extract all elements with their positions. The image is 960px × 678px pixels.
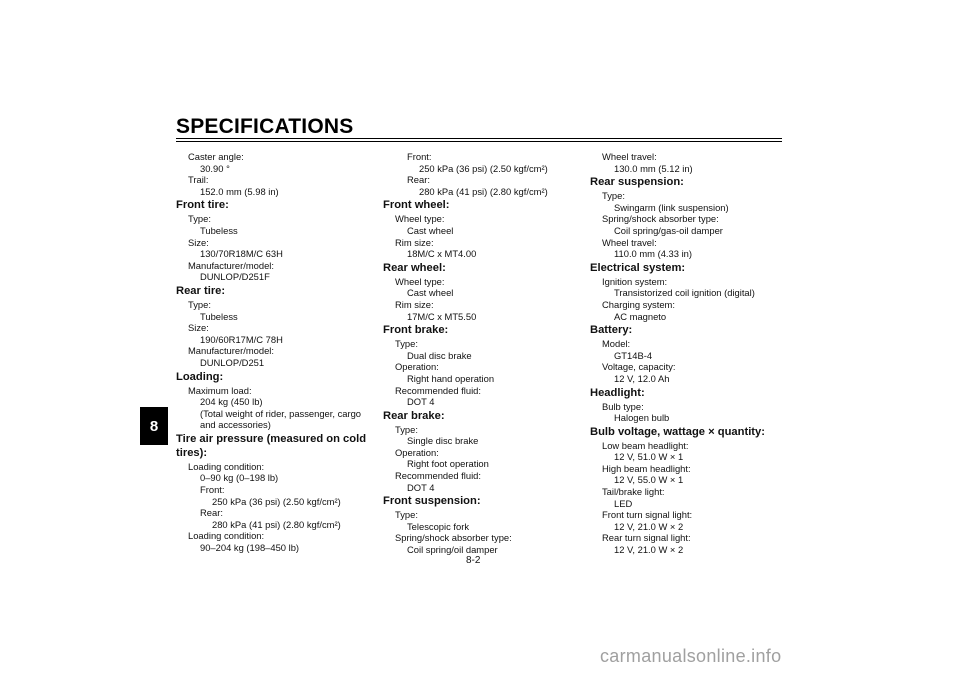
spec-heading: Front suspension: (383, 495, 481, 508)
spec-label: Tail/brake light: (602, 486, 665, 498)
spec-label: Spring/shock absorber type: (602, 213, 719, 225)
spec-value: Tubeless (200, 224, 238, 236)
spec-label: Wheel type: (395, 213, 445, 225)
spec-heading: Rear brake: (383, 409, 445, 422)
spec-value: Halogen bulb (614, 412, 670, 424)
title-rule-top (176, 138, 782, 139)
spec-heading: Front tire: (176, 199, 229, 212)
spec-value: 12 V, 55.0 W × 1 (614, 474, 684, 486)
spec-heading: Rear tire: (176, 284, 226, 297)
spec-label: Size: (188, 236, 209, 248)
spec-label: Caster angle: (188, 151, 244, 162)
spec-label: Model: (602, 338, 631, 350)
spec-value: Dual disc brake (407, 349, 472, 361)
title-rule-bottom (176, 141, 782, 142)
spec-label: Rear turn signal light: (602, 532, 691, 544)
spec-label: Manufacturer/model: (188, 259, 274, 271)
spec-column-1 (176, 151, 372, 554)
spec-label: Rim size: (395, 236, 434, 248)
spec-value: 30.90 ° (200, 162, 230, 174)
spec-value: Front: (200, 484, 225, 496)
spec-heading: Rear suspension: (590, 176, 684, 189)
spec-value: 12 V, 12.0 Ah (614, 372, 670, 384)
spec-value: Rear: (407, 174, 430, 186)
spec-value: 130.0 mm (5.12 in) (614, 162, 693, 174)
spec-label: Front turn signal light: (602, 509, 693, 521)
spec-label: Charging system: (602, 298, 675, 310)
page-number: 8-2 (466, 555, 481, 566)
page-title: SPECIFICATIONS (176, 115, 354, 138)
spec-label: Wheel travel: (602, 236, 657, 248)
watermark: carmanualsonline.info (600, 646, 782, 666)
spec-column-2 (383, 151, 579, 556)
spec-label: Operation: (395, 446, 439, 458)
spec-value: 190/60R17M/C 78H (200, 333, 283, 345)
spec-value: DOT 4 (407, 481, 435, 493)
spec-label: Spring/shock absorber type: (395, 532, 512, 544)
spec-label: Ignition system: (602, 275, 668, 287)
spec-heading: Headlight: (590, 386, 645, 399)
spec-value: Rear: (200, 507, 223, 519)
spec-heading: Rear wheel: (383, 261, 446, 274)
spec-label: Bulb type: (602, 400, 644, 412)
spec-heading: Front brake: (383, 324, 449, 337)
spec-value: Cast wheel (407, 287, 454, 299)
spec-label: Type: (188, 298, 211, 310)
spec-heading: Loading: (176, 370, 224, 383)
spec-value: 0–90 kg (0–198 lb) (200, 472, 279, 484)
spec-value: Telescopic fork (407, 520, 470, 532)
spec-value: DOT 4 (407, 396, 435, 408)
spec-label: Trail: (188, 174, 209, 186)
spec-label: Low beam headlight: (602, 439, 689, 451)
spec-value: 12 V, 21.0 W × 2 (614, 544, 684, 556)
spec-value: 110.0 mm (4.33 in) (614, 248, 692, 260)
spec-label: Operation: (395, 361, 439, 373)
spec-value: Tubeless (200, 310, 238, 322)
spec-value: LED (614, 497, 633, 509)
spec-value: 250 kPa (36 psi) (2.50 kgf/cm²) (212, 495, 341, 507)
spec-value: Right foot operation (407, 458, 489, 470)
spec-label: Type: (395, 423, 418, 435)
spec-label: Voltage, capacity: (602, 361, 676, 373)
spec-heading: Bulb voltage, wattage × quantity: (590, 425, 765, 438)
spec-heading: Battery: (590, 324, 633, 337)
spec-label: Wheel type: (395, 275, 445, 287)
spec-column-3 (590, 151, 786, 556)
spec-value: 12 V, 21.0 W × 2 (614, 520, 684, 532)
spec-value: Single disc brake (407, 435, 479, 447)
spec-value: 17M/C x MT5.50 (407, 310, 477, 322)
spec-value: AC magneto (614, 310, 667, 322)
spec-value: 12 V, 51.0 W × 1 (614, 451, 684, 463)
spec-value: 90–204 kg (198–450 lb) (200, 542, 300, 554)
spec-label: Size: (188, 322, 209, 334)
spec-label: Loading condition: (188, 530, 265, 542)
spec-value: 280 kPa (41 psi) (2.80 kgf/cm²) (212, 518, 341, 530)
spec-heading: Electrical system: (590, 261, 686, 274)
spec-value: Coil spring/oil damper (407, 544, 498, 556)
spec-value: 152.0 mm (5.98 in) (200, 185, 279, 197)
spec-value: 204 kg (450 lb) (200, 396, 263, 408)
spec-value: Swingarm (link suspension) (614, 201, 729, 213)
spec-value: Cast wheel (407, 224, 454, 236)
spec-label: Loading condition: (188, 460, 265, 472)
spec-value: DUNLOP/D251 (200, 356, 265, 368)
spec-value: (Total weight of rider, passenger, cargo and accessories) (200, 407, 362, 431)
spec-value: Front: (407, 151, 432, 162)
spec-value: GT14B-4 (614, 349, 653, 361)
spec-value: 250 kPa (36 psi) (2.50 kgf/cm²) (419, 162, 548, 174)
spec-label: Type: (188, 213, 211, 225)
spec-value: Coil spring/gas-oil damper (614, 224, 723, 236)
spec-value: 18M/C x MT4.00 (407, 248, 477, 260)
spec-value: DUNLOP/D251F (200, 271, 270, 283)
spec-label: Rim size: (395, 298, 434, 310)
spec-label: Maximum load: (188, 384, 252, 396)
spec-label: Recommended fluid: (395, 384, 481, 396)
spec-label: Type: (395, 338, 418, 350)
spec-heading: Front wheel: (383, 199, 450, 212)
spec-label: Type: (395, 509, 418, 521)
spec-label: Manufacturer/model: (188, 345, 274, 357)
spec-label: Wheel travel: (602, 151, 657, 162)
spec-value: 280 kPa (41 psi) (2.80 kgf/cm²) (419, 185, 548, 197)
spec-label: Type: (602, 190, 625, 202)
spec-value: Right hand operation (407, 372, 495, 384)
spec-heading: Tire air pressure (measured on cold tires): (176, 432, 367, 459)
chapter-tab: 8 (140, 407, 168, 445)
spec-label: High beam headlight: (602, 462, 691, 474)
spec-label: Recommended fluid: (395, 470, 481, 482)
spec-value: 130/70R18M/C 63H (200, 248, 283, 260)
spec-value: Transistorized coil ignition (digital) (614, 287, 755, 299)
